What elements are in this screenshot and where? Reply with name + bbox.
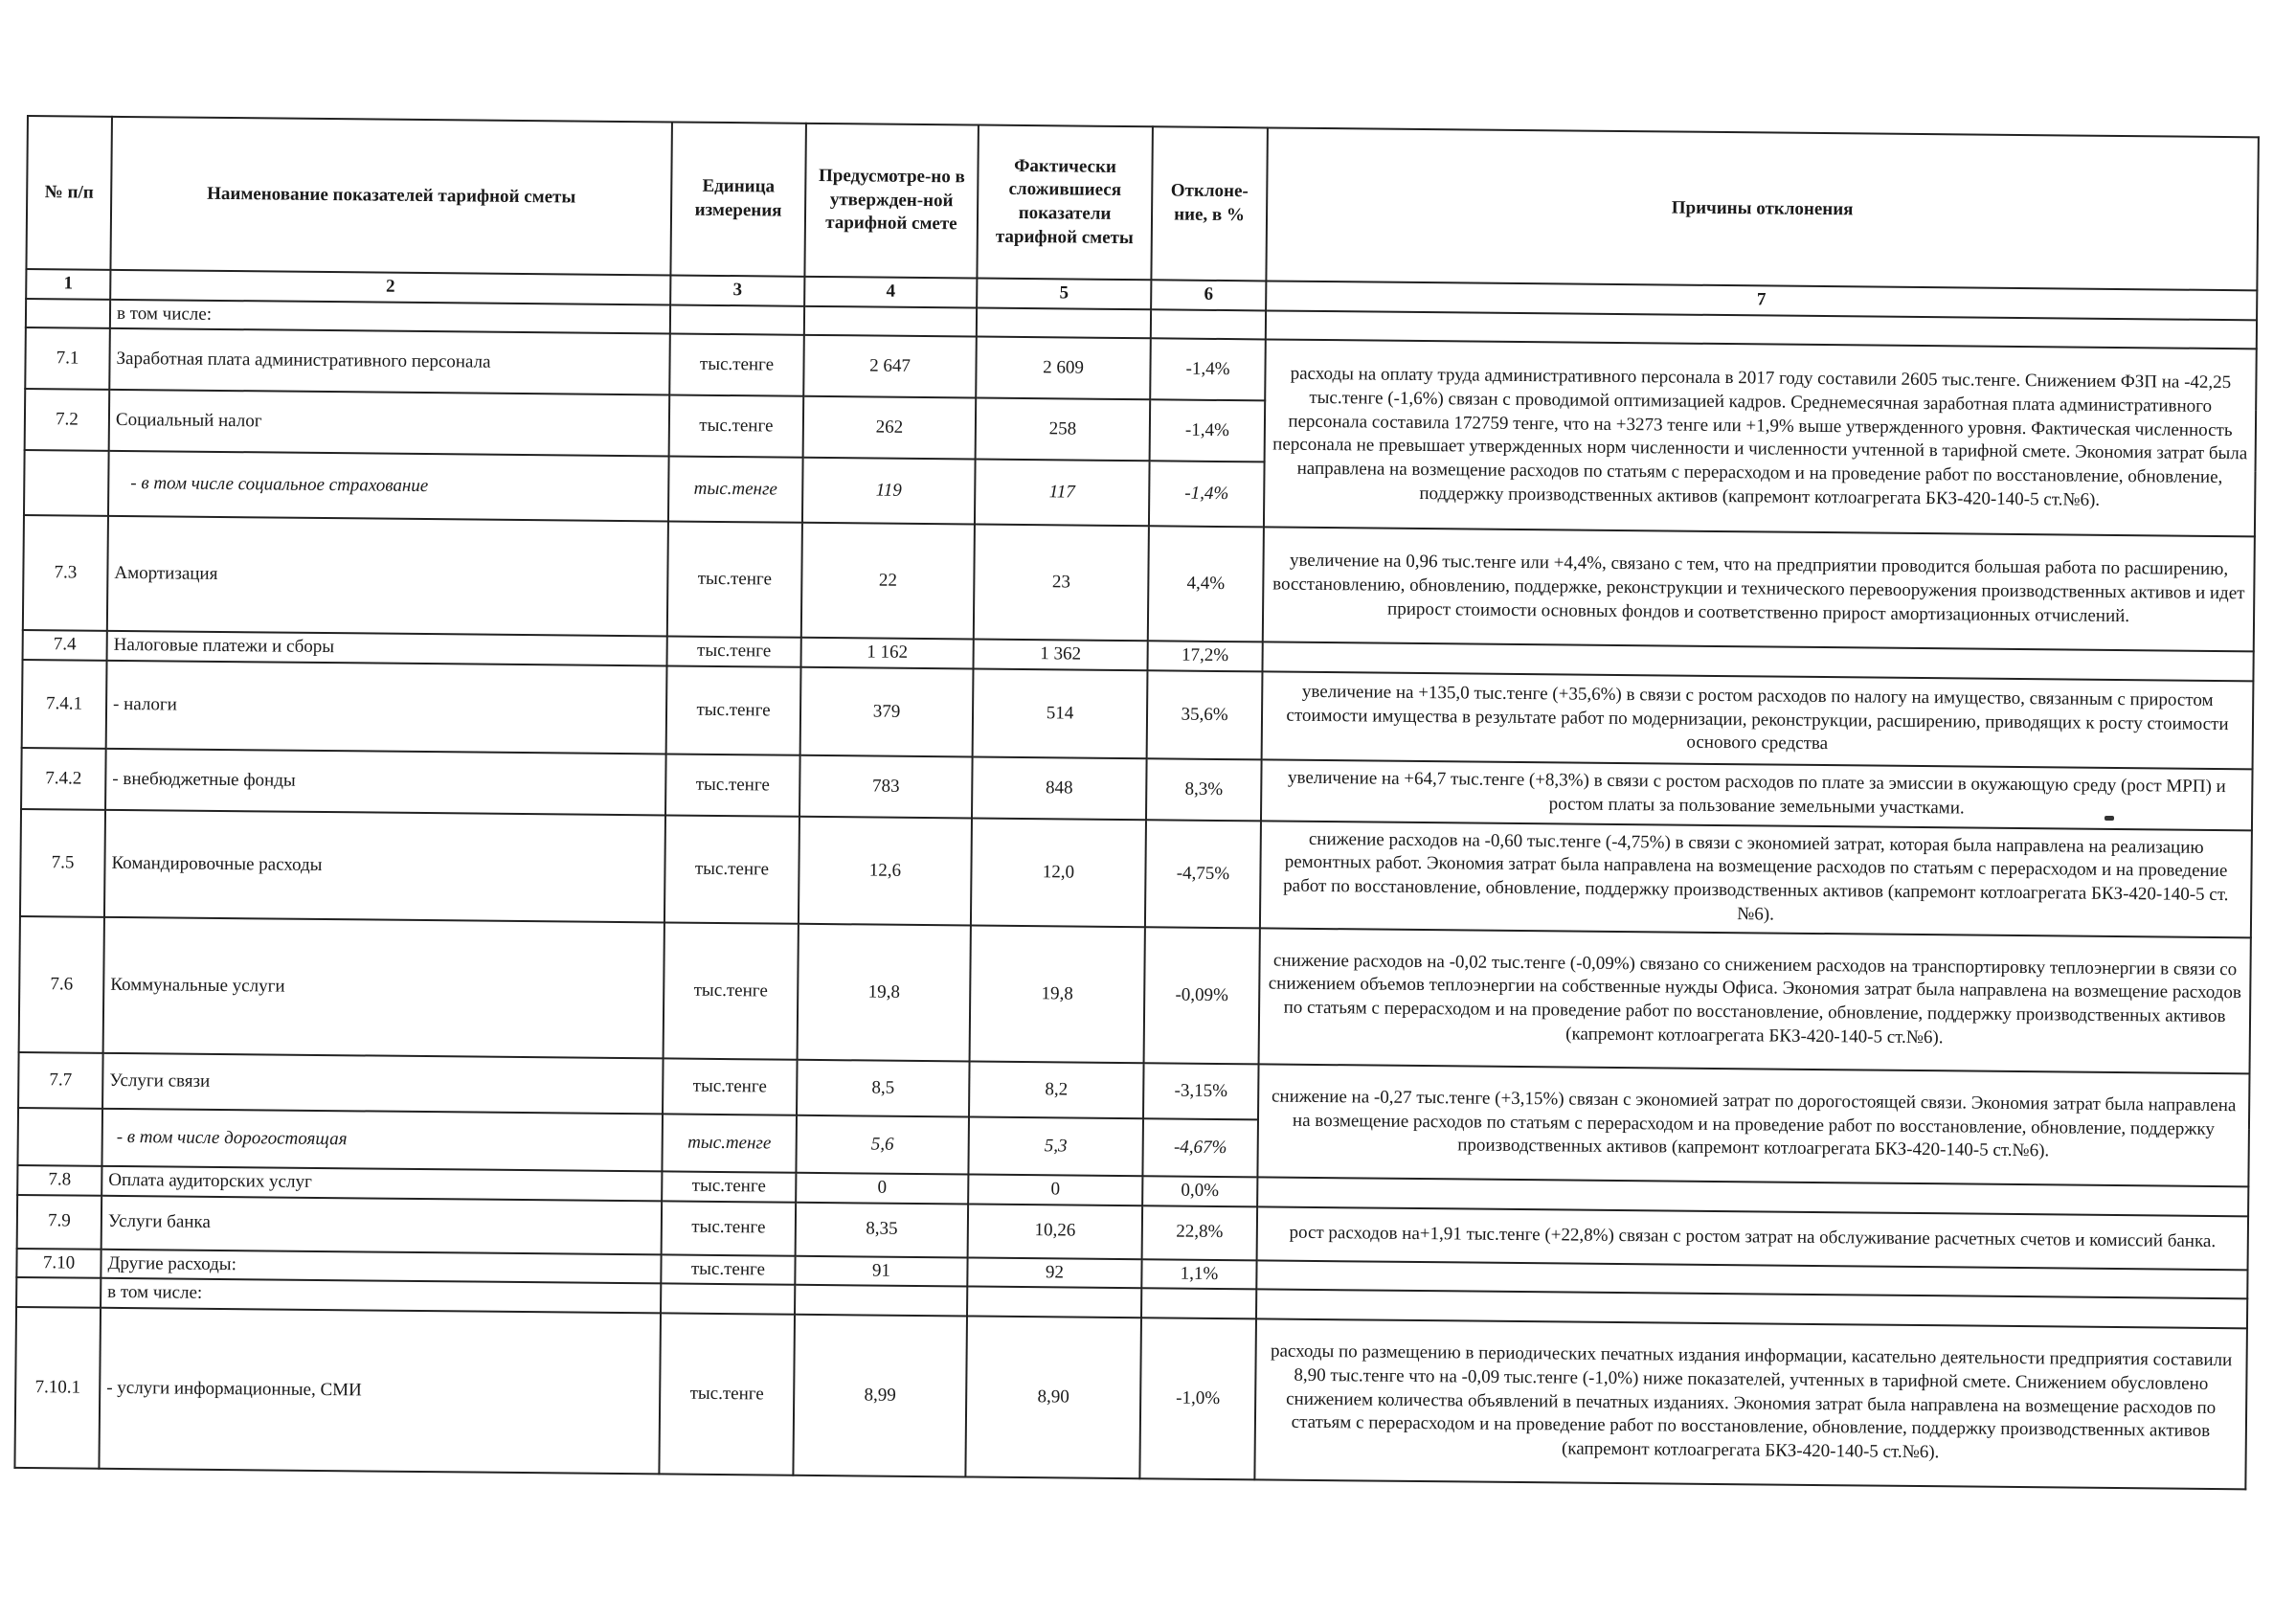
header-row <box>26 116 2258 290</box>
row-reason: увеличение на 0,96 тыс.тенге или +4,4%, связано с тем, что на предприятии проводится большая работа по расширению, восстановлению, обновлению, поддержке, реконструкции и технического перевооружения производственных активов и идет прирост стоимости основных фондов и соответственно прирост амортизационных отчислений. <box>1263 528 2255 652</box>
row-num: 7.6 <box>19 916 104 1053</box>
row-name: - налоги <box>106 661 667 755</box>
row-fact: 1 362 <box>973 640 1147 670</box>
row-reason: снижение на -0,27 тыс.тенге (+3,15%) связан с экономией затрат по дорогостоящей связи. Экономия затрат была направлена на возмещение расходов по статьям с перерасходом и на проведение работ по восстановление, обновление, поддержку производственных активов (капремонт котлоагрегата БКЗ-420-140-5 ст.№6). <box>1257 1064 2249 1186</box>
row-num <box>24 450 109 516</box>
row-unit: тыс.тенге <box>662 1171 796 1202</box>
row-plan: 19,8 <box>798 924 971 1062</box>
header-reason: Причины отклонения <box>1266 127 2258 290</box>
row-reason: снижение расходов на -0,60 тыс.тенге (-4,75%) в связи с экономией затрат, которая была направлена на реализацию ремонтных работ. Экономия затрат была направлена на возмещение расходов по статьям с перерасходом и на проведение работ по восстановление, обновление, поддержку производственных активов (капремонт котлоагрегата БКЗ-420-140-5 ст.№6). <box>1260 821 2252 937</box>
header-num: № п/п <box>26 116 112 270</box>
row-name: - внебюджетные фонды <box>105 749 666 816</box>
table-row <box>14 1307 2247 1489</box>
row-plan: 8,35 <box>796 1203 969 1258</box>
row-plan: 2 647 <box>803 335 977 398</box>
row-fact: 12,0 <box>971 819 1146 928</box>
row-fact: 0 <box>968 1175 1142 1205</box>
row-name: Услуги связи <box>102 1053 664 1115</box>
row-fact: 5,3 <box>968 1117 1143 1177</box>
index-cell: 6 <box>1151 280 1266 310</box>
row-deviation: 22,8% <box>1142 1205 1258 1260</box>
row-unit: тыс.тенге <box>664 815 799 923</box>
row-name: Заработная плата административного персонала <box>109 328 670 395</box>
row-num: 7.2 <box>25 389 110 451</box>
row-reason: увеличение на +64,7 тыс.тенге (+8,3%) в связи с ростом расходов по плате за эмиссии в окужающую среду (рост МРП) и ростом платы за пользование земельными участками. <box>1261 759 2253 830</box>
row-plan: 262 <box>803 396 977 460</box>
row-plan: 0 <box>796 1173 968 1204</box>
row-fact: 258 <box>976 398 1151 462</box>
row-deviation: -3,15% <box>1143 1063 1259 1119</box>
index-cell: 2 <box>110 270 670 304</box>
scan-speck <box>2105 816 2114 821</box>
table-row <box>19 916 2251 1073</box>
row-plan: 91 <box>795 1256 967 1287</box>
row-deviation: -1,4% <box>1150 339 1266 401</box>
row-plan: 379 <box>800 667 974 757</box>
row-unit: тыс.тенге <box>669 334 804 396</box>
table-row <box>23 515 2255 651</box>
row-name: Командировочные расходы <box>104 810 665 923</box>
row-fact: 92 <box>967 1257 1141 1288</box>
row-name: Социальный налог <box>109 390 670 457</box>
row-unit: тыс.тенге <box>659 1314 795 1476</box>
row-fact: 10,26 <box>968 1204 1143 1259</box>
row-fact: 8,90 <box>965 1317 1141 1479</box>
row-deviation: -1,4% <box>1149 462 1265 528</box>
row-reason: расходы на оплату труда административного персонала в 2017 году составили 2605 тыс.тенге. Снижением ФЗП на -42,25 тыс.тенге (-1,6%) связан с проводимой оптимизацией кадров. Среднемесячная заработная плата административного персонала составила 172759 тенге, что на +3273 тенге или +1,9% выше утвержденного уровня. Фактическая численность персонала не превышает утвержденных норм численности и численности учтенной в тарифной смете. Экономия затрат была направлена на возмещение расходов по статьям с перерасходом и на проведение работ по восстановление, обновление, поддержку производственных активов (капремонт котлоагрегата БКЗ-420-140-5 ст.№6). <box>1264 340 2257 537</box>
row-num: 7.7 <box>18 1052 103 1109</box>
row-deviation: 0,0% <box>1142 1176 1257 1206</box>
row-unit: тыс.тенге <box>662 1201 797 1255</box>
row-deviation: 17,2% <box>1147 642 1262 672</box>
header-name: Наименование показателей тарифной сметы <box>110 117 672 276</box>
row-fact: 19,8 <box>970 926 1145 1064</box>
row-name: Коммунальные услуги <box>103 917 664 1059</box>
row-fact: 117 <box>975 460 1150 527</box>
row-num: 7.3 <box>23 515 108 631</box>
header-deviation: Отклоне-ние, в % <box>1151 126 1268 281</box>
row-unit: тыс.тенге <box>667 522 802 638</box>
row-unit: тыс.тенге <box>668 457 803 523</box>
row-fact: 8,2 <box>969 1062 1144 1119</box>
row-reason: снижение расходов на -0,02 тыс.тенге (-0,09%) связано со снижением расходов на транспортировку теплоэнергии в связи со снижением объемов теплоэнергии на собственные нужды Офиса. Экономия затрат была направлена на возмещение расходов по статьям с перерасходом и на проведение работ по восстановление, обновление, поддержку производственных активов (капремонт котлоагрегата БКЗ-420-140-5 ст.№6). <box>1259 928 2251 1073</box>
tariff-estimate-table <box>13 115 2259 1490</box>
row-unit: тыс.тенге <box>663 1058 798 1115</box>
row-reason: увеличение на +135,0 тыс.тенге (+35,6%) в связи с ростом расходов по налогу на имущество, связанным с приростом стоимости имущества в результате работ по модернизации, реконструкции, расширению, приводящих к росту стоимости основого средства <box>1262 671 2254 769</box>
row-name: в том числе: <box>101 1278 661 1313</box>
row-num: 7.5 <box>20 809 105 917</box>
row-deviation: 4,4% <box>1148 527 1264 642</box>
row-deviation: -1,0% <box>1139 1318 1256 1479</box>
row-deviation: -4,75% <box>1145 820 1261 928</box>
row-num: 7.4 <box>23 630 107 661</box>
row-num: 7.10.1 <box>14 1307 101 1469</box>
row-fact: 514 <box>973 669 1148 759</box>
row-num: 7.10 <box>16 1249 101 1279</box>
row-name: в том числе: <box>110 300 670 334</box>
index-cell: 4 <box>804 277 977 307</box>
row-num: 7.4.1 <box>22 660 107 749</box>
index-cell: 1 <box>26 269 110 300</box>
table-row <box>20 809 2252 937</box>
header-fact: Фактически сложившиеся показатели тарифной сметы <box>977 125 1153 281</box>
row-fact: 2 609 <box>976 337 1151 400</box>
header-unit: Единица измерения <box>670 122 806 276</box>
row-deviation: -1,4% <box>1150 400 1266 462</box>
row-deviation: -4,67% <box>1142 1118 1258 1177</box>
row-deviation: 8,3% <box>1146 758 1262 821</box>
row-reason: рост расходов на+1,91 тыс.тенге (+22,8%) связан с ростом затрат на обслуживание расчетных счетов и комиссий банка. <box>1257 1206 2248 1270</box>
header-plan: Предусмотре-но в утвержден-ной тарифной смете <box>804 124 979 279</box>
row-name: - в том числе социальное страхование <box>108 451 669 522</box>
row-unit: тыс.тенге <box>662 1114 797 1172</box>
row-num: 7.4.2 <box>21 748 106 810</box>
row-unit: тыс.тенге <box>665 755 800 817</box>
row-plan: 119 <box>802 458 976 525</box>
row-name: Оплата аудиторских услуг <box>101 1166 662 1201</box>
index-cell: 7 <box>1266 281 2257 320</box>
row-unit: тыс.тенге <box>661 1254 795 1285</box>
row-unit: тыс.тенге <box>666 666 801 755</box>
row-num: 7.9 <box>17 1195 102 1250</box>
row-num <box>17 1108 102 1166</box>
row-plan: 12,6 <box>799 817 972 926</box>
row-unit: тыс.тенге <box>669 395 804 458</box>
row-plan: 1 162 <box>801 638 974 668</box>
index-cell: 3 <box>670 275 804 305</box>
row-name: Услуги банка <box>101 1196 663 1255</box>
row-fact: 848 <box>972 757 1147 821</box>
row-plan: 5,6 <box>796 1115 969 1175</box>
row-num: 7.8 <box>17 1165 101 1196</box>
row-unit: тыс.тенге <box>667 637 801 667</box>
row-plan: 783 <box>799 755 973 819</box>
row-plan: 8,99 <box>793 1315 967 1477</box>
row-name: Амортизация <box>107 516 668 637</box>
row-deviation: -0,09% <box>1144 927 1260 1064</box>
row-reason: расходы по размещению в периодических печатных издания информации, касательно деятельности предприятия составили 8,90 тыс.тенге что на -0,09 тыс.тенге (-1,0%) ниже показателей, учтенных в тарифной смете. Снижением обусловлено снижением количества объявлений в печатных изданиях. Экономия затрат была направлена на возмещение расходов по статьям с перерасходом и на проведение работ по восстановление, обновление, поддержку производственных активов (капремонт котлоагрегата БКЗ-420-140-5 ст.№6). <box>1254 1319 2247 1490</box>
row-num: 7.1 <box>25 327 110 390</box>
row-name: Другие расходы: <box>101 1250 661 1284</box>
row-name: - услуги информационные, СМИ <box>99 1308 661 1475</box>
row-unit: тыс.тенге <box>664 922 799 1059</box>
row-plan: 8,5 <box>797 1060 970 1117</box>
row-deviation: 35,6% <box>1147 670 1263 759</box>
row-name: - в том числе дорогостоящая <box>101 1109 663 1172</box>
row-name: Налоговые платежи и сборы <box>107 631 667 665</box>
row-plan: 22 <box>801 523 975 640</box>
row-fact: 23 <box>974 525 1149 642</box>
index-cell: 5 <box>977 279 1151 309</box>
row-deviation: 1,1% <box>1141 1259 1256 1290</box>
